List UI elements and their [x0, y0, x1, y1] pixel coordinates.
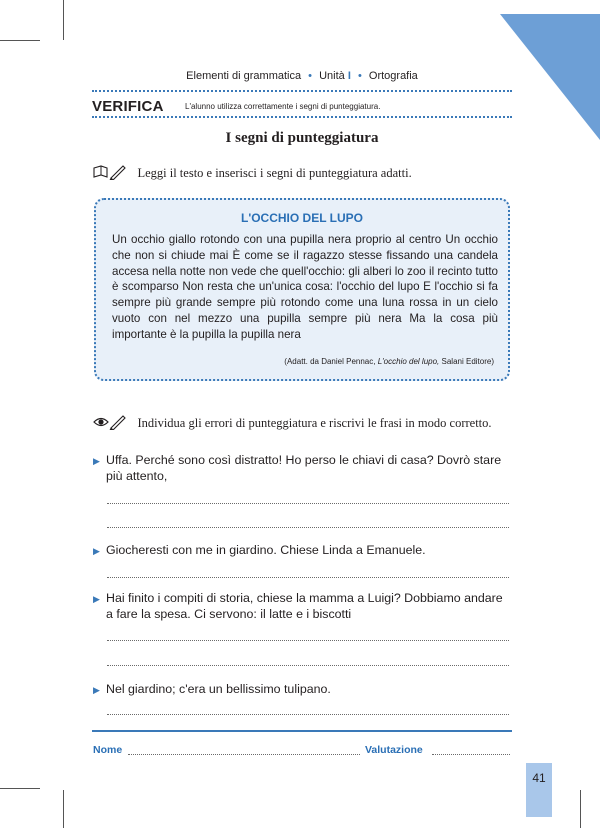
grade-label: Valutazione [365, 744, 423, 756]
exercise-item [93, 681, 513, 698]
passage-text: Un occhio giallo rotondo con una pupilla nera proprio al centro Un occhio che non si chiude mai È come se il ragazzo stesse fissando una candela accesa nella notte non vede che quell'occhio: gli alberi lo zoo il recinto tutto è scomparso Non resta che un'unica cosa: l'occhio del lupo E l'occhio si fa sempre più grande sempre più rotondo come una luna rossa in un cielo vuoto con nel mezzo una pupilla sempre più nera Ma la cosa più importante è la pupilla la pupilla nera [112, 233, 498, 341]
read-write-icon [93, 167, 133, 184]
crop-mark [0, 788, 40, 789]
answer-line[interactable] [107, 665, 509, 666]
crop-mark [63, 0, 64, 40]
header-separator: • [357, 70, 362, 82]
eye-pen-icon [93, 414, 127, 430]
exercise-1-instruction-row [93, 164, 513, 185]
header-rule [92, 90, 512, 92]
bullet-triangle-icon: ▶ [93, 456, 100, 466]
verifica-description: L'alunno utilizza correttamente i segni di punteggiatura. [185, 102, 381, 111]
corner-triangle-decoration [500, 0, 600, 140]
source-title: L'occhio del lupo, [377, 357, 440, 366]
verifica-rule [92, 116, 512, 118]
crop-mark [0, 40, 40, 41]
bullet-triangle-icon: ▶ [93, 594, 100, 604]
reading-passage-box [94, 198, 510, 381]
bullet-triangle-icon: ▶ [93, 685, 100, 695]
name-label: Nome [93, 744, 123, 756]
header-section: Elementi di grammatica [186, 70, 302, 82]
exercise-item-text: Uffa. Perché sono così distratto! Ho perso le chiavi di casa? Dovrò stare più attento, [106, 453, 502, 483]
book-pen-icon [93, 164, 127, 180]
exercise-item-text: Nel giardino; c'era un bellissimo tulipano. [106, 682, 331, 696]
exercise-item [93, 542, 513, 559]
grade-field[interactable] [432, 754, 510, 755]
answer-line[interactable] [107, 577, 509, 578]
answer-line[interactable] [107, 640, 509, 641]
header-unit-number: I [347, 70, 351, 82]
answer-line[interactable] [107, 527, 509, 528]
answer-line[interactable] [107, 503, 509, 504]
answer-line[interactable] [107, 714, 509, 715]
footer-rule [92, 730, 512, 732]
header-unit-label: Unità [319, 70, 345, 82]
exercise-item-text: Hai finito i compiti di storia, chiese la mamma a Luigi? Dobbiamo andare a fare la spesa. Ci servono: il latte e i biscotti [106, 591, 503, 621]
exercise-2-instruction-row [93, 414, 523, 435]
passage-source [284, 357, 494, 366]
exercise-2-instruction: Individua gli errori di punteggiatura e riscrivi le frasi in modo corretto. [137, 416, 492, 430]
page-title: I segni di punteggiatura [225, 130, 379, 146]
crop-mark [580, 790, 581, 828]
exercise-1-instruction: Leggi il testo e inserisci i segni di punteggiatura adatti. [137, 166, 412, 180]
exercise-item-text: Giocheresti con me in giardino. Chiese Linda a Emanuele. [106, 543, 426, 557]
page-number: 41 [532, 771, 546, 785]
passage-title: L'OCCHIO DEL LUPO [241, 211, 363, 225]
source-prefix: (Adatt. da Daniel Pennac, [284, 357, 376, 366]
header-separator: • [308, 70, 313, 82]
crop-mark [63, 790, 64, 828]
bullet-triangle-icon: ▶ [93, 546, 100, 556]
running-header [92, 70, 512, 82]
source-suffix: Salani Editore) [441, 357, 494, 366]
exercise-item [93, 452, 513, 483]
page-number-tab [526, 763, 552, 817]
name-field[interactable] [128, 754, 360, 755]
exercise-item [93, 590, 513, 621]
eye-write-icon [93, 417, 133, 434]
header-topic: Ortografia [368, 70, 418, 82]
verifica-title: VERIFICA [92, 98, 164, 115]
